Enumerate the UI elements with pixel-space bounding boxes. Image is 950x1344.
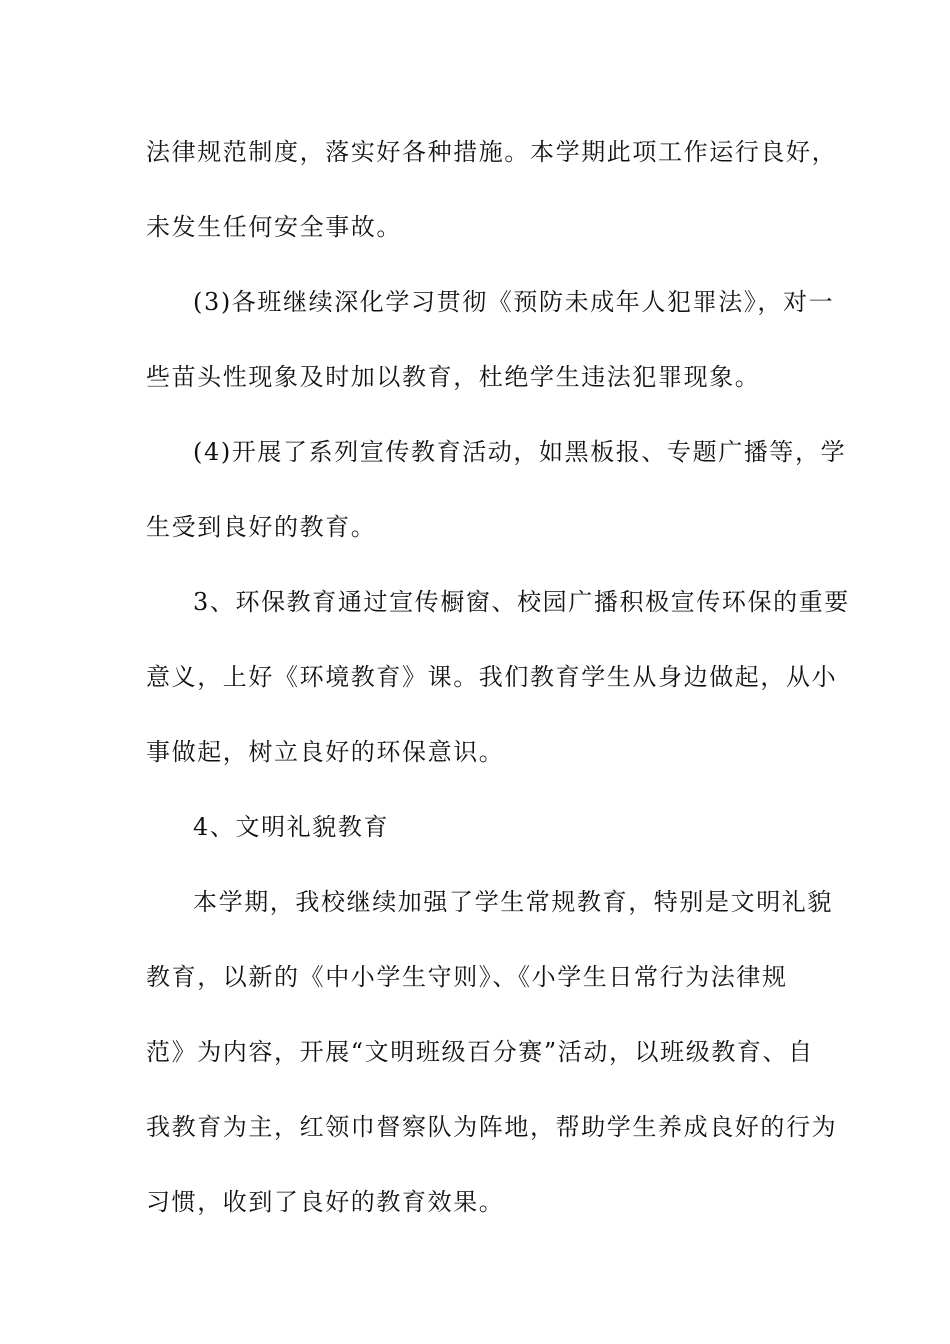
text-line: 生受到良好的教育。 <box>146 513 377 541</box>
text-line: 范》为内容，开展“文明班级百分赛”活动，以班级教育、自 <box>146 1038 814 1066</box>
text-line: (4)开展了系列宣传教育活动，如黑板报、专题广播等，学 <box>193 438 847 466</box>
text-line: 法律规范制度，落实好各种措施。本学期此项工作运行良好， <box>146 138 838 166</box>
text-line: 3、环保教育通过宣传橱窗、校园广播积极宣传环保的重要 <box>193 588 850 616</box>
text-line: 事做起，树立良好的环保意识。 <box>146 738 505 766</box>
text-line: 意义，上好《环境教育》课。我们教育学生从身边做起，从小 <box>146 663 838 691</box>
section-heading: 4、文明礼貌教育 <box>193 813 390 841</box>
text-line: (3)各班继续深化学习贯彻《预防未成年人犯罪法》，对一 <box>193 288 835 316</box>
text-line: 未发生任何安全事故。 <box>146 213 402 241</box>
text-line: 习惯，收到了良好的教育效果。 <box>146 1188 505 1216</box>
text-line: 本学期，我校继续加强了学生常规教育，特别是文明礼貌 <box>193 888 833 916</box>
text-line: 些苗头性现象及时加以教育，杜绝学生违法犯罪现象。 <box>146 363 761 391</box>
text-line: 教育，以新的《中小学生守则》、《小学生日常行为法律规 <box>146 963 788 991</box>
text-line: 我教育为主，红领巾督察队为阵地，帮助学生养成良好的行为 <box>146 1113 838 1141</box>
